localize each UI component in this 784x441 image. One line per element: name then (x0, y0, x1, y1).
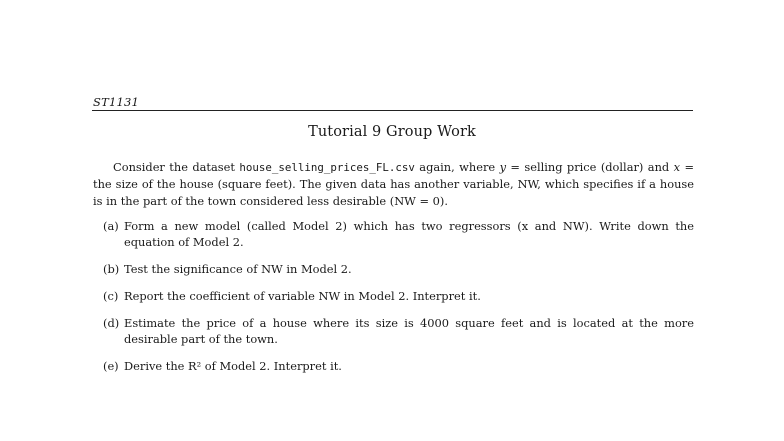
header-rule (92, 110, 693, 111)
question-label: (c) (103, 289, 119, 303)
intro-text-1: Consider the dataset (113, 160, 240, 174)
intro-paragraph (93, 159, 694, 210)
question-label: (d) (103, 316, 120, 330)
question-item-e (93, 358, 694, 374)
variable-x: x (673, 160, 681, 174)
question-text: Derive the R² of Model 2. Interpret it. (124, 359, 342, 373)
question-label: (e) (103, 359, 119, 373)
question-text: Estimate the price of a house where its size is 4000 square feet and is located at the more desirable part of the town. (124, 316, 694, 346)
intro-text-4: = the size of the house (square feet). The given data has another variable, NW, which specifies if a house is in the part of the town considered less desirable (NW = 0). (93, 160, 694, 208)
question-list (93, 218, 694, 385)
page-title: Tutorial 9 Group Work (308, 124, 476, 140)
question-item-a (93, 218, 694, 250)
dataset-filename: house_selling_prices_FL.csv (239, 161, 415, 174)
intro-text-3: = selling price (dollar) and (506, 160, 674, 174)
course-code: ST1131 (93, 95, 140, 109)
question-item-c (93, 288, 694, 304)
question-label: (b) (103, 262, 120, 276)
question-label: (a) (103, 219, 119, 233)
variable-y: y (499, 160, 507, 174)
question-text: Report the coefficient of variable NW in Model 2. Interpret it. (124, 289, 481, 303)
question-text: Test the significance of NW in Model 2. (124, 262, 352, 276)
question-item-b (93, 261, 694, 277)
question-text: Form a new model (called Model 2) which has two regressors (x and NW). Write down the equation of Model 2. (124, 219, 694, 249)
intro-text-2: again, where (414, 160, 500, 174)
question-item-d (93, 315, 694, 347)
